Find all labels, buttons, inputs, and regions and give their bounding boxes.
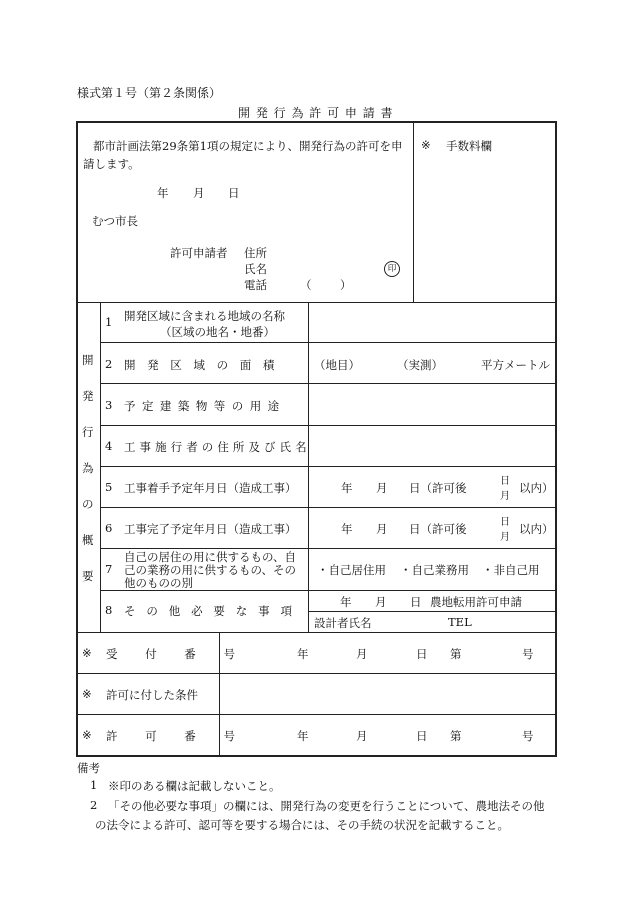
row-8-label: そ の 他 必 要 な 事 項 <box>124 604 296 618</box>
application-statement-line1: 都市計画法第29条第1項の規定により、開発行為の許可を申 <box>93 139 403 153</box>
form-number: 様式第１号（第２条関係） <box>77 86 222 100</box>
row-1-label-line2: （区域の地名・地番） <box>160 325 275 339</box>
row-4-label: 工 事 施 行 者 の 住 所 及 び 氏 名 <box>124 440 307 454</box>
overview-label-char: の <box>82 497 94 511</box>
end-year: 年 <box>341 522 353 536</box>
permit-day: 日 <box>416 729 428 743</box>
form-title: 開 発 行 為 許 可 申 請 書 <box>238 106 394 120</box>
row-number: 8 <box>105 603 113 617</box>
measured-label: （実測） <box>397 358 443 372</box>
start-sub-month: 月 <box>500 491 510 502</box>
row-7-label-line1: 自己の居住の用に供するもの、自 <box>124 550 297 564</box>
row-number: 5 <box>105 480 113 494</box>
overview-label-char: 発 <box>82 389 94 403</box>
application-date-year: 年 <box>157 186 169 200</box>
option-non-self: ・非自己用 <box>482 563 540 577</box>
permit-mark: ※ <box>82 728 92 742</box>
farmland-application: 農地転用許可申請 <box>430 595 522 609</box>
overview-label-char: 為 <box>82 461 94 475</box>
reception-day: 日 <box>416 647 428 661</box>
addressee: むつ市長 <box>92 214 138 228</box>
overview-label-char: 開 <box>82 353 94 367</box>
start-sub-day: 日 <box>500 476 510 487</box>
row-3-label: 予 定 建 築 物 等 の 用 途 <box>124 399 281 413</box>
name-label: 氏名 <box>244 262 267 276</box>
fee-label: 手数料欄 <box>446 139 492 153</box>
reception-number-label: 受 付 番 号 <box>106 647 247 661</box>
condition-label: 許可に付した条件 <box>106 688 198 702</box>
end-sub-month: 月 <box>500 532 510 543</box>
reception-year: 年 <box>297 647 309 661</box>
start-day-permit: 日（許可後 <box>409 481 467 495</box>
land-category-label: （地目） <box>314 358 360 372</box>
farmland-year: 年 <box>340 595 352 609</box>
start-month: 月 <box>376 481 388 495</box>
note-2-text-line2: の法令による許可、認可等を要する場合には、その手続の状況を記載すること。 <box>95 818 509 832</box>
end-within: 以内） <box>519 522 554 536</box>
reception-dai: 第 <box>450 647 462 661</box>
note-1-text: ※印のある欄は記載しないこと。 <box>108 779 281 793</box>
seal-mark: 印 <box>384 261 400 277</box>
note-1-number: 1 <box>90 778 98 792</box>
reception-month: 月 <box>356 647 368 661</box>
row-number: 2 <box>105 357 113 371</box>
note-2-text-line1: 「その他必要な事項」の欄には、開発行為の変更を行うことについて、農地法その他 <box>108 799 545 813</box>
applicant-label: 許可申請者 <box>170 246 228 260</box>
condition-mark: ※ <box>82 687 92 701</box>
row-number: 1 <box>105 315 113 329</box>
address-label: 住所 <box>244 246 267 260</box>
overview-label-char: 要 <box>82 569 94 583</box>
start-within: 以内） <box>519 481 554 495</box>
row-7-label-line3: 他のものの別 <box>124 576 193 590</box>
permit-dai: 第 <box>450 729 462 743</box>
application-date-month: 月 <box>193 186 205 200</box>
phone-label: 電話 <box>244 278 267 292</box>
note-2-number: 2 <box>90 798 98 812</box>
application-date-day: 日 <box>228 186 240 200</box>
row-number: 6 <box>105 521 113 535</box>
permit-go: 号 <box>522 729 534 743</box>
application-statement-line2: 請します。 <box>83 157 140 171</box>
end-month: 月 <box>376 522 388 536</box>
start-year: 年 <box>341 481 353 495</box>
area-unit: 平方メートル <box>481 358 550 372</box>
row-1-label-line1: 開発区域に含まれる地域の名称 <box>124 309 285 323</box>
fee-mark: ※ <box>421 138 431 152</box>
row-number: 4 <box>105 439 113 453</box>
designer-tel-label: TEL <box>448 615 472 629</box>
overview-label-char: 行 <box>82 425 94 439</box>
row-number: 3 <box>105 398 113 412</box>
row-7-label-line2: 己の業務の用に供するもの、その <box>124 563 297 577</box>
end-sub-day: 日 <box>500 517 510 528</box>
row-2-label: 開 発 区 域 の 面 積 <box>124 358 279 372</box>
option-self-residence: ・自己居住用 <box>317 563 386 577</box>
end-day-permit: 日（許可後 <box>409 522 467 536</box>
permit-year: 年 <box>297 729 309 743</box>
row-6-label: 工事完了予定年月日（造成工事） <box>124 522 297 536</box>
permit-month: 月 <box>356 729 368 743</box>
row-number: 7 <box>105 562 113 576</box>
row-5-label: 工事着手予定年月日（造成工事） <box>124 481 297 495</box>
farmland-month: 月 <box>375 595 387 609</box>
permit-number-label: 許 可 番 号 <box>106 729 247 743</box>
phone-paren-close: ） <box>340 278 352 292</box>
phone-paren-open: （ <box>300 278 312 292</box>
reception-mark: ※ <box>82 646 92 660</box>
designer-name-label: 設計者氏名 <box>314 616 372 630</box>
option-self-business: ・自己業務用 <box>400 563 469 577</box>
reception-go: 号 <box>522 647 534 661</box>
overview-label-char: 概 <box>82 533 94 547</box>
farmland-day: 日 <box>410 595 422 609</box>
notes-heading: 備考 <box>77 761 100 775</box>
